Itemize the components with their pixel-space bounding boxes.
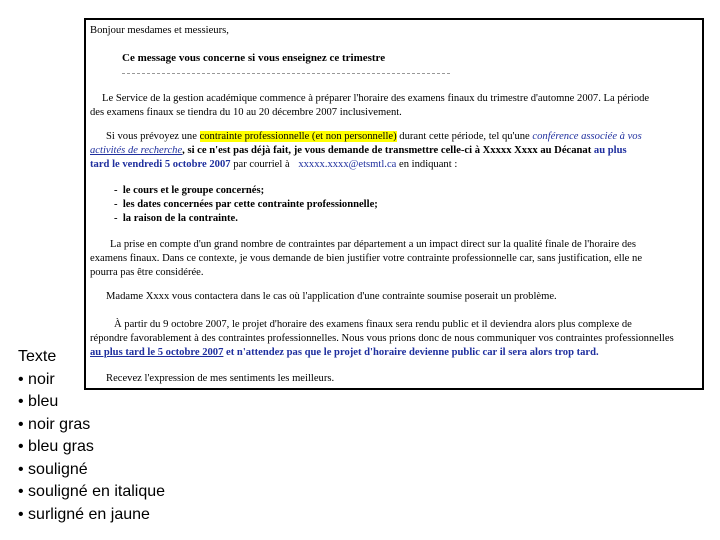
bullet-item: - les dates concernées par cette contrainte professionnelle;	[114, 199, 378, 210]
para3-line1: La prise en compte d'un grand nombre de contraintes par département a un impact direct sur la qualité finale de l'horaire des	[110, 239, 636, 250]
para2-text: en indiquant :	[396, 159, 458, 170]
subject-line: Ce message vous concerne si vous enseignez ce trimestre	[122, 52, 386, 64]
para3-line3: pourra pas être considérée.	[90, 267, 204, 278]
dash-bullet: -	[114, 199, 123, 210]
legend	[18, 346, 165, 526]
dash-bullet: -	[114, 185, 123, 196]
legend-item: • noir gras	[18, 415, 91, 433]
para1-line2: des examens finaux se tiendra du 10 au 20 décembre 2007 inclusivement.	[90, 107, 402, 118]
para2-line2	[90, 144, 627, 158]
para2-line1	[106, 130, 642, 144]
blue-bold-text: et n'attendez pas que le projet d'horaire devienne public car il sera alors trop tard.	[223, 347, 599, 358]
legend-item: • bleu gras	[18, 438, 94, 455]
para3-line2: examens finaux. Dans ce contexte, je vous demande de bien justifier votre contrainte professionnelle car, sans justification, elle ne	[90, 253, 643, 264]
divider	[122, 73, 450, 74]
deadline-text: tard le vendredi 5 octobre 2007	[90, 159, 231, 170]
greeting: Bonjour mesdames et messieurs,	[90, 25, 229, 36]
underlined-bold-text: au plus tard le 5 octobre 2007	[90, 347, 224, 358]
closing: Recevez l'expression de mes sentiments les meilleurs.	[106, 373, 335, 384]
para4: Madame Xxxx vous contactera dans le cas où l'application d'une contrainte soumise poserait un problème.	[106, 291, 557, 302]
italic-text: conférence associée à vos	[532, 131, 642, 142]
legend-item: • surligné en jaune	[18, 505, 150, 523]
para2-line3	[90, 158, 457, 172]
highlighted-text: contrainte professionnelle (et non personnelle)	[199, 131, 397, 142]
email-message	[84, 18, 704, 390]
para2-text: Si vous prévoyez une	[106, 131, 200, 142]
para5-line1: À partir du 9 octobre 2007, le projet d'horaire des examens finaux sera rendu public et il deviendra alors plus complexe de	[114, 319, 632, 330]
para2-text: , si ce n'est pas déjà fait, je vous demande de transmettre celle-ci à Xxxxx Xxxx au Décanat	[182, 145, 594, 156]
para1-line1: Le Service de la gestion académique commence à préparer l'horaire des examens finaux du trimestre d'automne 2007. La période	[102, 93, 650, 104]
underlined-italic-text: activités de recherche	[90, 145, 183, 156]
email-link[interactable]: xxxxx.xxxx@etsmtl.ca	[298, 159, 397, 170]
legend-item: • souligné	[18, 460, 88, 478]
para5-line3	[90, 346, 599, 360]
legend-title: Texte	[18, 348, 57, 365]
bullet-item: - le cours et le groupe concernés;	[114, 185, 265, 196]
para2-text: durant cette période, tel qu'une	[396, 131, 533, 142]
legend-item: • bleu	[18, 393, 59, 410]
para2-text: par courriel à	[230, 159, 293, 170]
legend-item: • noir	[18, 370, 55, 388]
para5-line2: répondre favorablement à des contraintes professionnelles. Nous vous prions donc de nous communiquer vos contraintes professionnelles	[90, 333, 674, 344]
dash-bullet: -	[114, 213, 123, 224]
blue-bold-text: au plus	[593, 145, 627, 156]
bullet-item: - la raison de la contrainte.	[114, 213, 238, 224]
legend-item: • souligné en italique	[18, 483, 166, 500]
